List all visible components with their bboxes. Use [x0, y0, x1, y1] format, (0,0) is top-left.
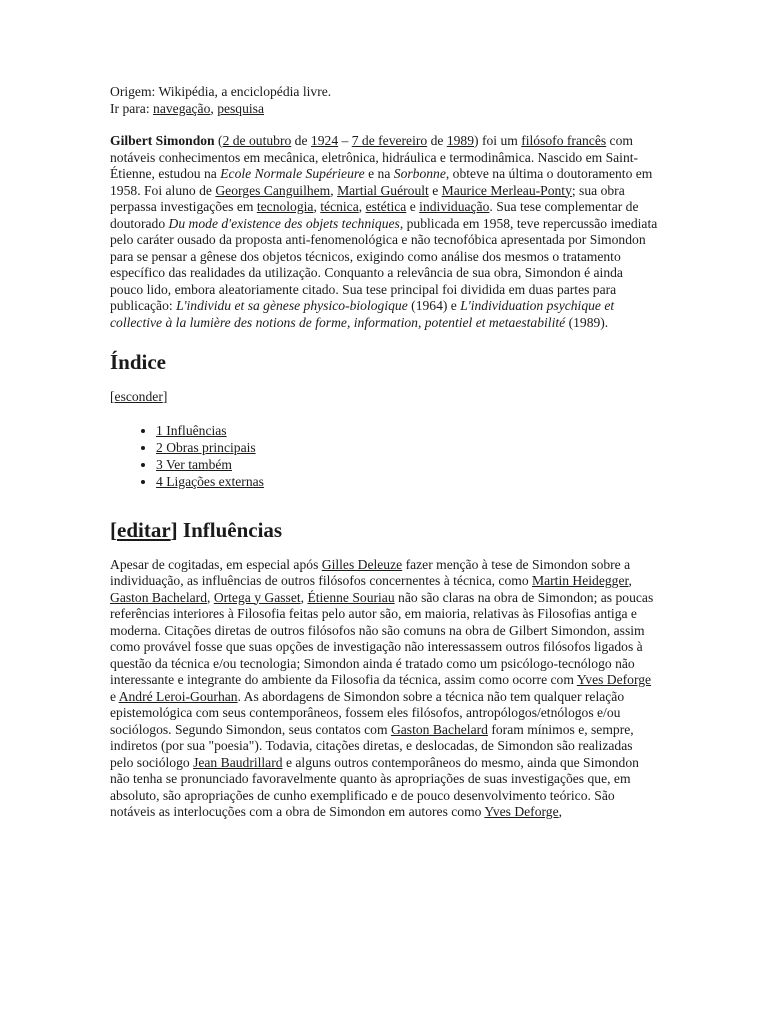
toc-list [110, 422, 658, 490]
text-run: com notáveis conhecimentos em mecânica, eletrônica, hidráulica e termodinâmica. Nascido em Saint-Étienne, estudou na [110, 133, 639, 181]
link-gilles-deleuze[interactable]: Gilles Deleuze [321, 556, 403, 572]
intro-paragraph [110, 133, 658, 331]
link-gaston-bachelard[interactable]: Gaston Bachelard [110, 589, 208, 605]
influencias-paragraph [110, 557, 658, 821]
text-run: e alguns outros contemporâneos do mesmo, ainda que Simondon não tenha se pronunciado favoravelmente quanto às apropriações de suas investigações que, em absoluto, são apropriações de cunho exemplificado e de pouco desenvolvimento teórico. São notáveis as interlocuções com a obra de Simondon em autores como [110, 754, 639, 819]
text-run: ; sua obra perpassa investigações em [110, 182, 625, 214]
text-run: , publicada em 1958, teve repercussão imediata pelo caráter ousado da proposta anti-fenomenológica e não tecnofóbica apresentada por Simondon para se pensar a gênese dos objetos técnicos, exigindo como análise dos mesmos o tratamento específico das realidades da utilização. Conquanto a relevância de sua obra, Simondon é ainda pouco lido, embora aleatoriamente citado. Sua tese principal foi dividida em duas partes para publicação: [110, 215, 658, 313]
italic-title: L'individu et sa gènese physico-biologique [176, 298, 408, 313]
text-run: , [300, 589, 308, 605]
toc-item [156, 456, 658, 473]
toc-toggle-open: [ [110, 389, 115, 404]
link-gaston-bachelard[interactable]: Gaston Bachelard [390, 721, 488, 737]
text-run: e [406, 199, 420, 214]
text-run: de [427, 133, 447, 148]
text-run: ( [214, 133, 223, 148]
article-meta [110, 84, 658, 117]
navigation-link[interactable]: navegação [153, 100, 211, 116]
link-1924[interactable]: 1924 [310, 133, 339, 148]
toc-title: Índice [110, 350, 167, 374]
text-run: . As abordagens de Simondon sobre a técnica não tem qualquer relação epistemológica com seus contemporâneos, fossem eles filósofos, antropólogos/etnólogos e/ou sociólogos. Segundo Simondon, seus contatos com [110, 688, 625, 737]
text-run: , [358, 199, 366, 214]
text-run: , obteve na última o doutoramento em 1958. Foi aluno de [110, 166, 653, 198]
text-run: , [207, 589, 214, 605]
link-1989[interactable]: 1989 [446, 133, 475, 148]
text-run: , [313, 199, 321, 214]
toc-link-ligacoes-externas[interactable]: 4 Ligações externas [156, 473, 264, 489]
article [110, 84, 658, 821]
toc-toggle [110, 389, 658, 406]
text-run: , [558, 804, 563, 819]
text-run: , [628, 573, 632, 588]
link-tecnologia[interactable]: tecnologia [256, 199, 314, 214]
toc-toggle-close: ] [162, 389, 168, 404]
text-run: e [428, 182, 442, 198]
italic-title: L'individuation psychique et collective à la lumière des notions de forme, information, potentiel et metaestabilité [110, 298, 615, 330]
goto-prefix: Ir para: [110, 100, 154, 116]
link-martin-heidegger[interactable]: Martin Heidegger [532, 573, 629, 588]
text-run: de [291, 133, 311, 148]
toc-item [156, 473, 658, 490]
goto-line [110, 101, 658, 118]
goto-separator: , [210, 100, 218, 116]
hide-toc-link[interactable]: esconder [114, 389, 163, 404]
section-heading-influencias [110, 517, 658, 543]
link-2-de-outubro[interactable]: 2 de outubro [222, 133, 292, 148]
link-filosofo-frances[interactable]: filósofo francês [521, 133, 607, 148]
section-title-text: Influências [177, 517, 283, 542]
toc-item [156, 439, 658, 456]
link-jean-baudrillard[interactable]: Jean Baudrillard [193, 754, 283, 770]
link-ortega-y-gasset[interactable]: Ortega y Gasset [213, 589, 301, 605]
link-georges-canguilhem[interactable]: Georges Canguilhem [215, 182, 331, 198]
text-run: não são claras na obra de Simondon; as poucas referências interiores à Filosofia feitas pelo autor são, em maioria, relativas às Filosofias antiga e moderna. Citações diretas de outros filósofos não são comuns na obra de Gilbert Simondon, assim como provável fosse que suas opções de investigação não interessassem outros filósofos ligados à questão da técnica e/ou tecnologia; Simondon ainda é tratado como um psicólogo-tecnólogo não interessante e integrante do ambiente da Filosofia da técnica, assim como ocorre com [110, 589, 654, 687]
origin-line: Origem: Wikipédia, a enciclopédia livre. [110, 84, 332, 99]
italic-title: Du mode d'existence des objets techniques [168, 215, 400, 231]
link-martial-gueroult[interactable]: Martial Guéroult [337, 182, 429, 198]
link-yves-deforge[interactable]: Yves Deforge [576, 672, 652, 687]
text-run: . Sua tese complementar de doutorado [110, 199, 639, 231]
toc-link-obras-principais[interactable]: 2 Obras principais [156, 439, 256, 455]
text-run: e na [364, 166, 394, 181]
edit-section-link[interactable]: editar [117, 517, 171, 542]
link-etienne-souriau[interactable]: Étienne Souriau [307, 589, 395, 605]
text-run: , [330, 182, 338, 198]
text-run: foram mínimos e, sempre, indiretos (por sua "poesia"). Todavia, citações diretas, e deslocadas, de Simondon são realizadas pelo sociólogo [110, 721, 634, 770]
text-run: (1989). [565, 314, 609, 330]
text-run: fazer menção à tese de Simondon sobre a individuação, as influências de outros filósofos concernentes à técnica, como [110, 556, 631, 588]
toc-item [156, 422, 658, 439]
edit-close-bracket: ] [170, 517, 178, 542]
italic-title: Sorbonne [393, 166, 446, 181]
link-estetica[interactable]: estética [365, 199, 407, 214]
toc-link-ver-tambem[interactable]: 3 Ver também [156, 456, 233, 472]
italic-title: Ecole Normale Supérieure [220, 166, 365, 181]
text-run: ) foi um [474, 133, 522, 148]
bold-term: Gilbert Simondon [110, 133, 215, 148]
text-run: e [110, 688, 119, 704]
link-individuacao[interactable]: individuação [419, 199, 490, 214]
text-run: Apesar de cogitadas, em especial após [110, 556, 322, 572]
text-run: – [338, 133, 352, 148]
link-7-de-fevereiro[interactable]: 7 de fevereiro [351, 133, 428, 148]
toc-link-influencias[interactable]: 1 Influências [156, 422, 227, 438]
text-run: (1964) e [407, 298, 461, 313]
search-link[interactable]: pesquisa [217, 100, 265, 116]
link-andre-leroi-gourhan[interactable]: André Leroi-Gourhan [118, 688, 238, 704]
link-tecnica[interactable]: técnica [320, 199, 359, 214]
link-yves-deforge[interactable]: Yves Deforge [484, 804, 559, 819]
link-maurice-merleau-ponty[interactable]: Maurice Merleau-Ponty [441, 182, 572, 198]
edit-open-bracket: [ [110, 517, 117, 542]
